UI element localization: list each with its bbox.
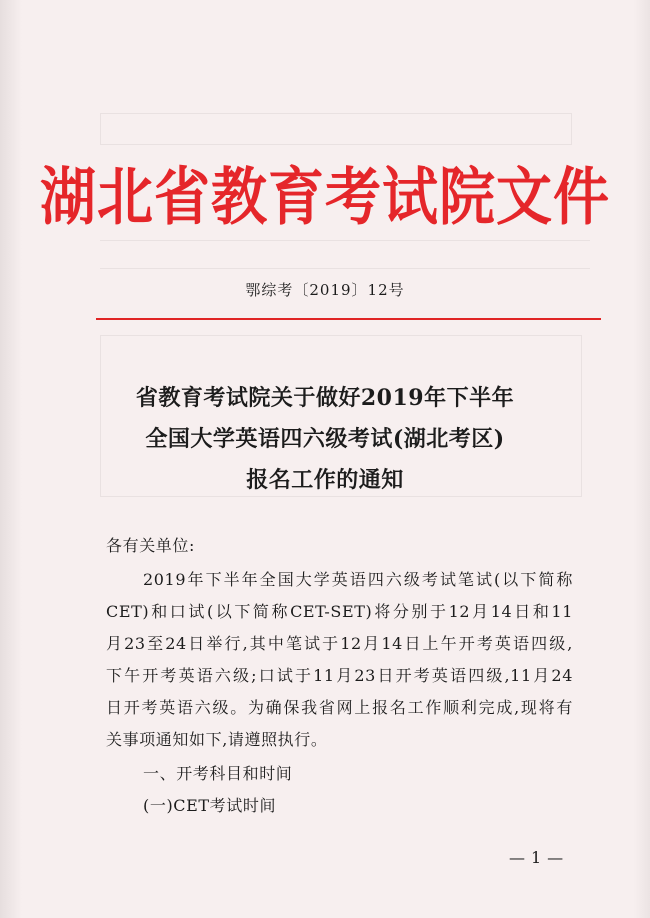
document-number: 鄂综考〔2019〕12号 <box>245 281 405 299</box>
issuer-masthead-title: 湖北省教育考试院文件 <box>40 160 610 235</box>
paragraph-line-4: 下午开考英语六级;口试于11月23日开考英语四级,11月24 <box>106 666 573 685</box>
paragraph-line-3: 月23至24日举行,其中笔试于12月14日上午开考英语四级, <box>106 634 573 653</box>
bleed-through-line-2 <box>100 268 590 269</box>
paragraph-line-1: 2019年下半年全国大学英语四六级考试笔试(以下简称 <box>143 570 573 589</box>
salutation: 各有关单位: <box>106 536 195 555</box>
paragraph-line-6: 关事项通知如下,请遵照执行。 <box>106 730 328 749</box>
paragraph-line-2: CET)和口试(以下简称CET-SET)将分别于12月14日和11 <box>106 602 573 621</box>
scan-edge-right <box>634 0 650 918</box>
paragraph-line-5: 日开考英语六级。为确保我省网上报名工作顺利完成,现将有 <box>106 698 573 717</box>
scan-edge-left <box>0 0 22 918</box>
section-heading-1: 一、开考科目和时间 <box>143 764 293 783</box>
red-separator-rule <box>96 318 601 320</box>
notice-title-line-3: 报名工作的通知 <box>246 467 404 493</box>
bleed-through-line-1 <box>100 240 590 241</box>
notice-title-line-2: 全国大学英语四六级考试(湖北考区) <box>145 426 505 452</box>
page-number: —1— <box>509 848 570 867</box>
subsection-heading-1: (一)CET考试时间 <box>143 796 277 815</box>
notice-title-line-1: 省教育考试院关于做好2019年下半年 <box>135 385 515 411</box>
bleed-through-table-top <box>100 113 572 145</box>
